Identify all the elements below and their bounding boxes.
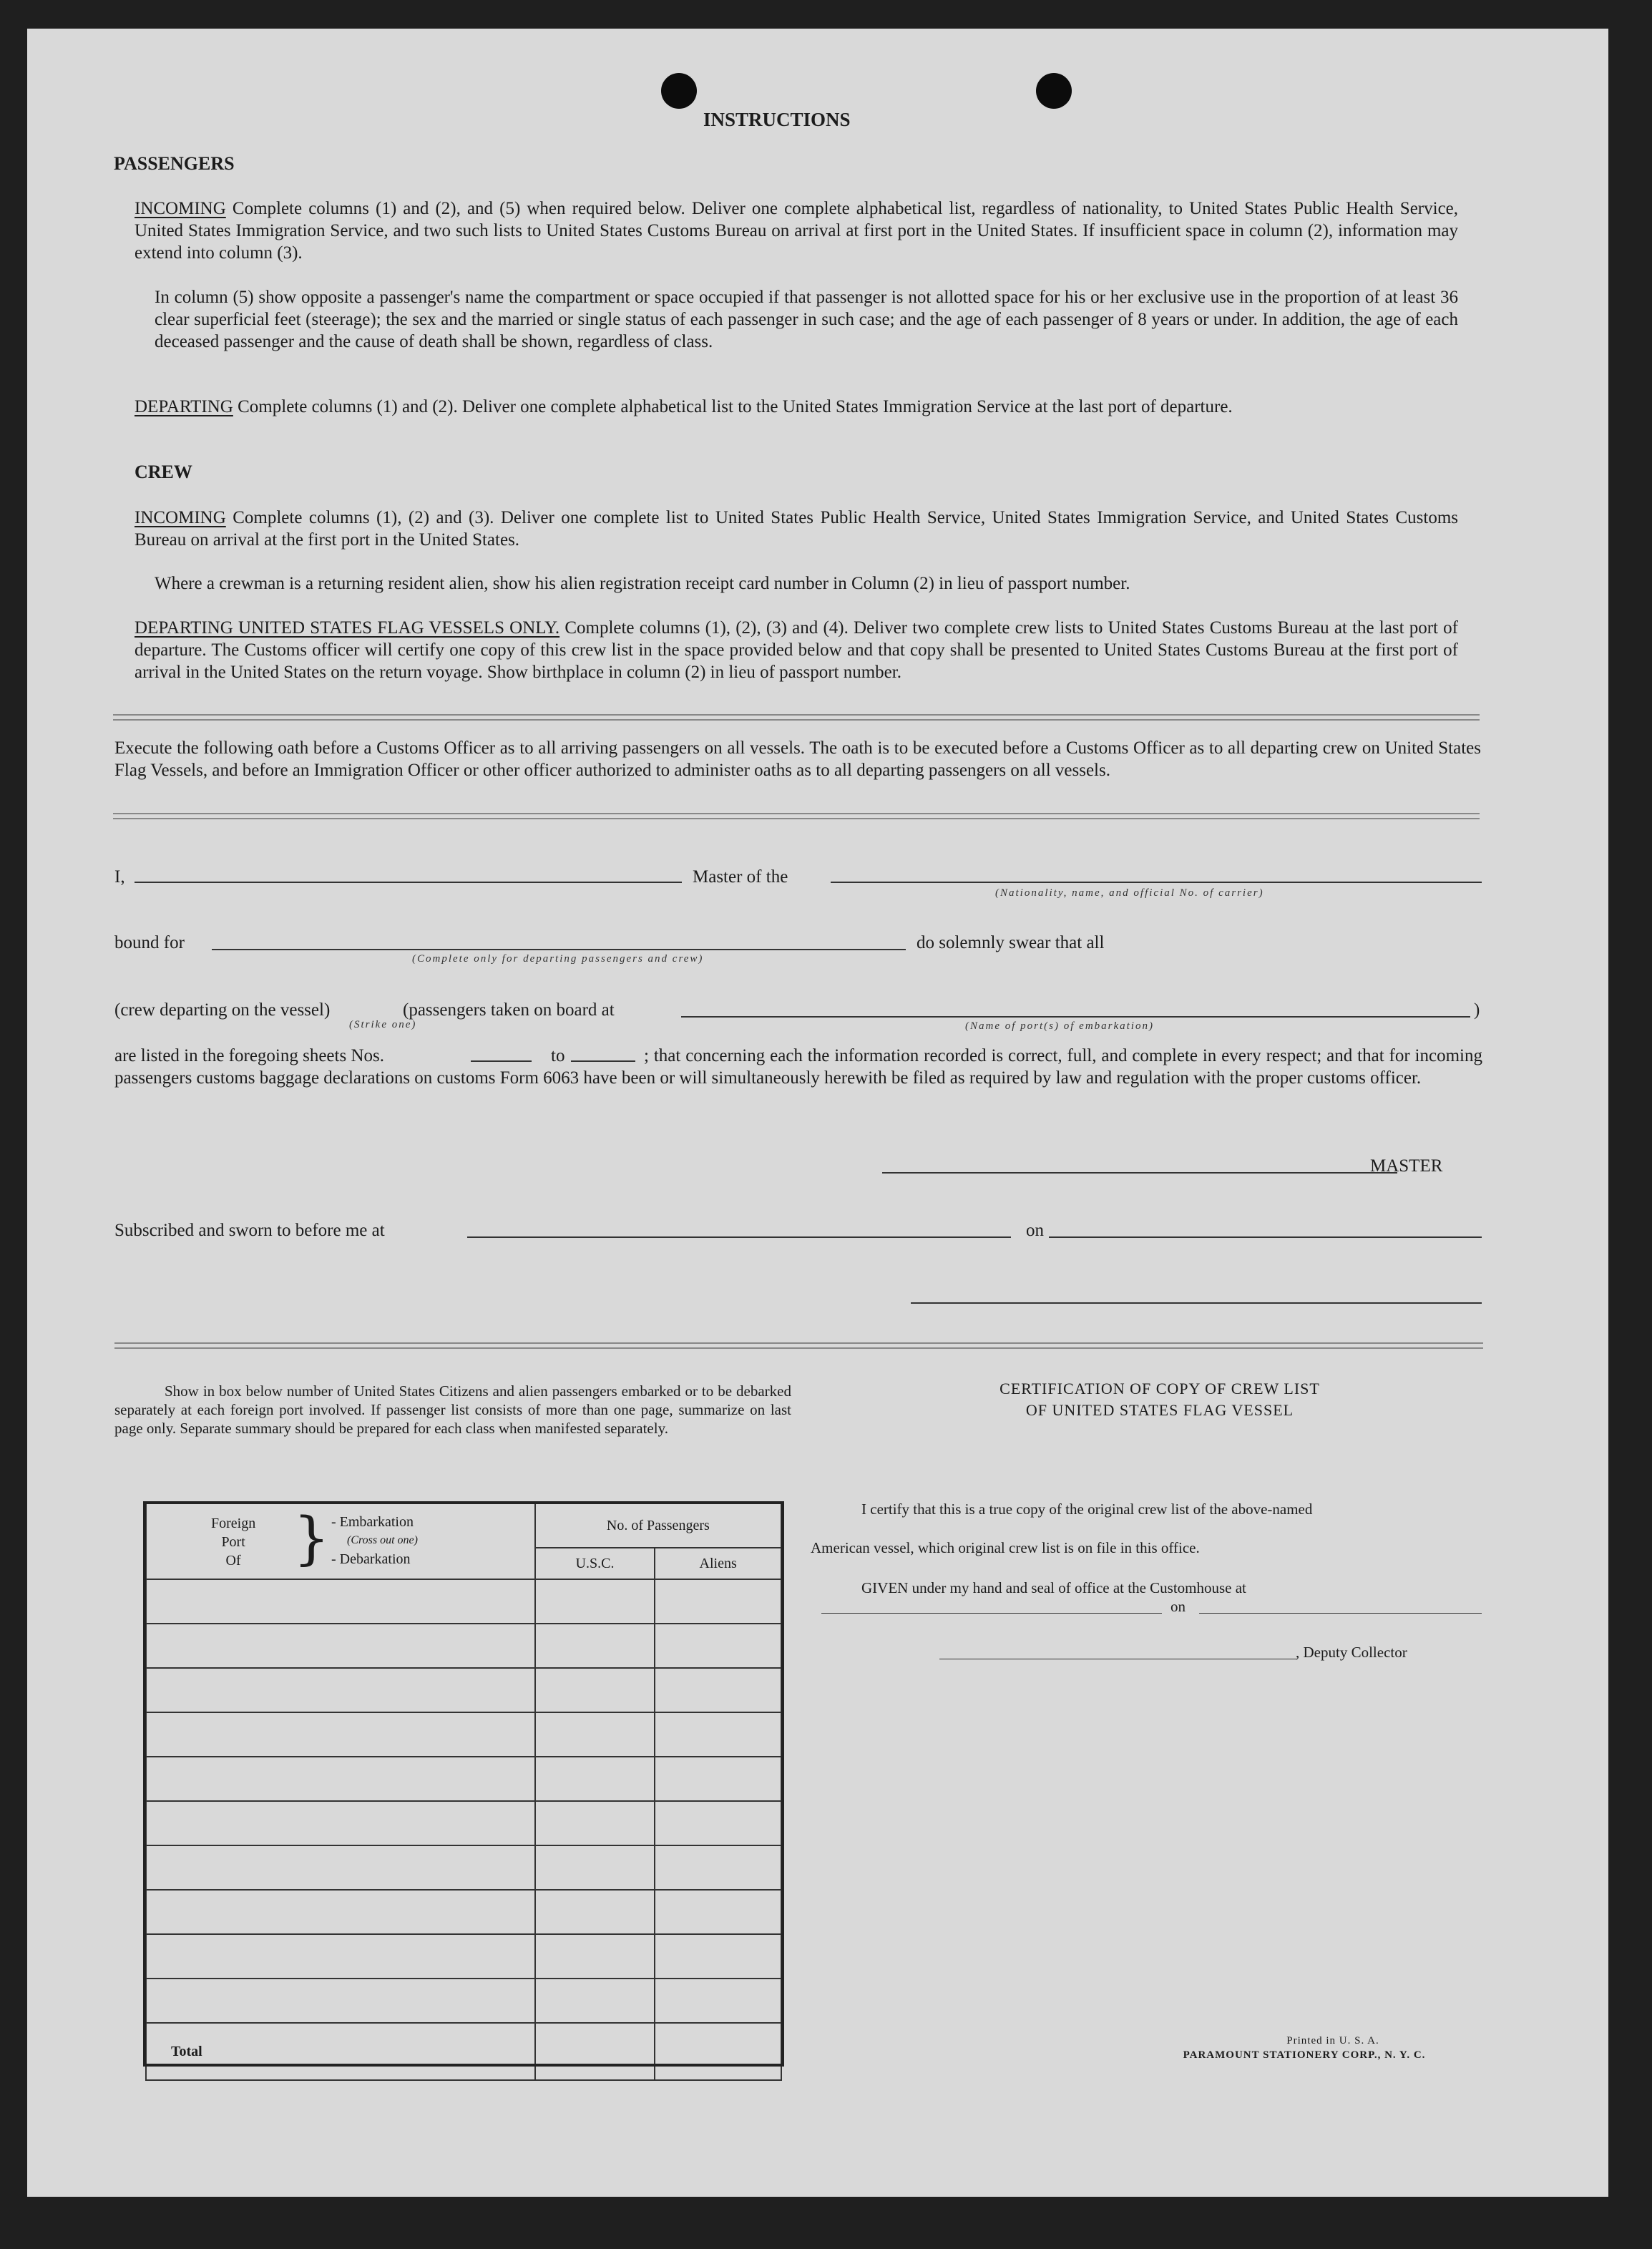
port-caption: (Name of port(s) of embarkation) (965, 1020, 1154, 1032)
passengers-taken-option: (passengers taken on board at (403, 1000, 615, 1020)
passengers-heading: PASSENGERS (114, 153, 235, 174)
crew-departing-option: (crew departing on the vessel) (114, 1000, 331, 1020)
form-page (27, 29, 1608, 2197)
master-label: MASTER (1370, 1156, 1443, 1176)
table-row (146, 1712, 781, 1757)
table-row (146, 1579, 781, 1624)
usc-header: U.S.C. (535, 1548, 655, 1579)
oath-intro: Execute the following oath before a Customs Officer as to all arriving passengers on all vessels. The oath is to be executed before a Customs Officer as to all departing crew on United States Flag Vessels, and before an Immigration Officer or other officer authorized to administer oaths as to all departing passengers on all vessels. (114, 738, 1481, 780)
aliens-cell[interactable] (655, 1801, 781, 1845)
bound-for-label: bound for (114, 933, 185, 952)
port-cell[interactable] (146, 1979, 535, 2023)
usc-cell[interactable] (535, 1757, 655, 1801)
table-row (146, 1890, 781, 1934)
strike-caption: (Strike one) (349, 1019, 417, 1030)
crew-resident-paragraph: Where a crewman is a returning resident alien, show his alien registration receipt card number in Column (2) in lieu of passport number. (155, 574, 1130, 593)
table-row (146, 1668, 781, 1712)
crew-incoming-paragraph (135, 507, 1458, 551)
of-label: Of (225, 1553, 241, 1569)
aliens-cell[interactable] (655, 1668, 781, 1712)
master-of-label: Master of the (693, 867, 788, 887)
aliens-total-cell[interactable] (655, 2023, 781, 2080)
printer-name: PARAMOUNT STATIONERY CORP., N. Y. C. (1183, 2049, 1426, 2061)
certification-title-line2: OF UNITED STATES FLAG VESSEL (1025, 1401, 1294, 1419)
passengers-departing-text: Complete columns (1) and (2). Deliver one complete alphabetical list to the United States Immigration Service at the last port of departure. (238, 397, 1233, 416)
usc-cell[interactable] (535, 1845, 655, 1890)
carrier-line[interactable] (831, 882, 1482, 883)
subscribed-date-line[interactable] (1049, 1236, 1482, 1238)
crew-departing-text: Complete columns (1), (2), (3) and (4). Deliver two complete crew lists to United States Customs Bureau at the last port of departure. The Customs officer will certify one copy of this crew list in the space provided below and that copy shall be presented to United States Customs Bureau at the first port of arrival in the United States on the return voyage. Show birthplace in column (2) in lieu of passport number. (135, 618, 1458, 682)
swear-label: do solemnly swear that all (917, 933, 1105, 952)
passengers-incoming-text: Complete columns (1) and (2), and (5) when required below. Deliver one complete alphabetical list, regardless of nationality, to United States Public Health Service, United States Immigration Service, and two such lists to United States Customs Bureau on arrival at first port in the United States. If insufficient space in column (2), information may extend into column (3). (135, 199, 1459, 263)
divider (113, 714, 1480, 721)
passengers-departing-label: DEPARTING (135, 397, 233, 416)
aliens-cell[interactable] (655, 1579, 781, 1624)
debarkation-label: - Debarkation (331, 1551, 411, 1567)
certification-title (820, 1378, 1500, 1421)
table-row (146, 1845, 781, 1890)
subscribed-place-line[interactable] (467, 1236, 1011, 1238)
table-row (146, 1801, 781, 1845)
to-label: to (551, 1046, 565, 1065)
printer-imprint (1140, 2034, 1469, 2062)
aliens-cell[interactable] (655, 1934, 781, 1979)
usc-cell[interactable] (535, 1890, 655, 1934)
total-label: Total (146, 2023, 535, 2080)
given-text: GIVEN under my hand and seal of office at the Customhouse at (861, 1579, 1246, 1596)
port-cell[interactable] (146, 1579, 535, 1624)
crew-incoming-label: INCOMING (135, 508, 226, 527)
port-cell[interactable] (146, 1890, 535, 1934)
port-label: Port (221, 1534, 245, 1550)
divider (114, 1342, 1483, 1349)
passengers-incoming-paragraph (135, 197, 1458, 264)
port-cell[interactable] (146, 1668, 535, 1712)
foreign-port-header (146, 1503, 535, 1579)
printed-in-usa: Printed in U. S. A. (1286, 2035, 1379, 2046)
crew-incoming-text: Complete columns (1), (2) and (3). Deliver one complete list to United States Public Health Service, United States Immigration Service, and United States Customs Bureau on arrival at the first port in the United States. (135, 508, 1459, 550)
brace-icon: } (293, 1505, 330, 1571)
passengers-departing-paragraph (135, 396, 1458, 418)
page-title: INSTRUCTIONS (703, 109, 851, 130)
foreign-label: Foreign (211, 1516, 256, 1531)
table-row (146, 1624, 781, 1668)
cert-on-label: on (1170, 1598, 1186, 1615)
usc-cell[interactable] (535, 1801, 655, 1845)
bound-caption: (Complete only for departing passengers and crew) (412, 953, 704, 965)
subscribed-on-label: on (1026, 1221, 1044, 1240)
officer-signature-line[interactable] (911, 1302, 1482, 1304)
listed-suffix: ; that concerning each the information recorded is correct, full, and complete in every respect; and that for incoming passengers customs baggage declarations on customs Form 6063 have been or will simultaneously herewith be filed as required by law and regulation with the proper customs officer. (114, 1046, 1482, 1088)
nationality-caption: (Nationality, name, and official No. of carrier) (995, 887, 1264, 899)
aliens-cell[interactable] (655, 1890, 781, 1934)
close-paren: ) (1474, 1000, 1480, 1020)
usc-cell[interactable] (535, 1979, 655, 2023)
column5-paragraph: In column (5) show opposite a passenger's name the compartment or space occupied if that passenger is not allotted space for his or her exclusive use in the proportion of at least 36 clear superficial feet (steerage); the sex and the married or single status of each passenger in such case; and the age of each passenger of 8 years or under. In addition, the age of each deceased passenger and the cause of death shall be shown, regardless of class. (155, 288, 1458, 351)
table-row (146, 1979, 781, 2023)
port-cell[interactable] (146, 1757, 535, 1801)
aliens-cell[interactable] (655, 1979, 781, 2023)
punch-hole-right (1036, 73, 1072, 109)
summary-instructions: Show in box below number of United States Citizens and alien passengers embarked or to be debarked separately at each foreign port involved. If passenger list consists of more than one page, summarize on last page only. Separate summary should be prepared for each class when manifested separately. (114, 1382, 791, 1437)
crew-heading: CREW (135, 462, 192, 482)
aliens-header: Aliens (655, 1548, 781, 1579)
aliens-cell[interactable] (655, 1845, 781, 1890)
crew-departing-paragraph (135, 617, 1458, 683)
aliens-cell[interactable] (655, 1757, 781, 1801)
usc-total-cell[interactable] (535, 2023, 655, 2080)
customhouse-line[interactable] (821, 1613, 1162, 1614)
usc-cell[interactable] (535, 1624, 655, 1668)
cert-date-line[interactable] (1199, 1613, 1482, 1614)
cross-out-caption: (Cross out one) (347, 1534, 418, 1546)
usc-cell[interactable] (535, 1668, 655, 1712)
embarkation-label: - Embarkation (331, 1514, 414, 1530)
port-cell[interactable] (146, 1801, 535, 1845)
punch-hole-left (661, 73, 697, 109)
passenger-summary-table (145, 1503, 782, 2081)
passengers-incoming-label: INCOMING (135, 199, 226, 218)
aliens-cell[interactable] (655, 1712, 781, 1757)
port-cell[interactable] (146, 1845, 535, 1890)
master-signature-line[interactable] (882, 1172, 1397, 1174)
total-row (146, 2023, 781, 2080)
certify-line1: I certify that this is a true copy of the original crew list of the above-named (861, 1501, 1313, 1518)
aliens-cell[interactable] (655, 1624, 781, 1668)
bound-for-line[interactable] (212, 949, 906, 950)
table-row (146, 1934, 781, 1979)
usc-cell[interactable] (535, 1934, 655, 1979)
usc-cell[interactable] (535, 1712, 655, 1757)
master-name-line[interactable] (135, 882, 682, 883)
port-cell[interactable] (146, 1712, 535, 1757)
certification-title-line1: CERTIFICATION OF COPY OF CREW LIST (999, 1380, 1320, 1397)
no-of-passengers-header: No. of Passengers (535, 1503, 781, 1548)
divider (113, 813, 1480, 819)
subscribed-label: Subscribed and sworn to before me at (114, 1221, 385, 1240)
port-of-embarkation-line[interactable] (681, 1016, 1470, 1018)
deputy-collector-label: , Deputy Collector (1296, 1644, 1407, 1661)
crew-departing-label: DEPARTING UNITED STATES FLAG VESSELS ONLY. (135, 618, 560, 638)
table-row (146, 1757, 781, 1801)
port-cell[interactable] (146, 1624, 535, 1668)
certify-line2: American vessel, which original crew list is on file in this office. (811, 1539, 1200, 1556)
listed-prefix: are listed in the foregoing sheets Nos. (114, 1046, 384, 1065)
oath-i-label: I, (114, 867, 125, 887)
usc-cell[interactable] (535, 1579, 655, 1624)
port-cell[interactable] (146, 1934, 535, 1979)
